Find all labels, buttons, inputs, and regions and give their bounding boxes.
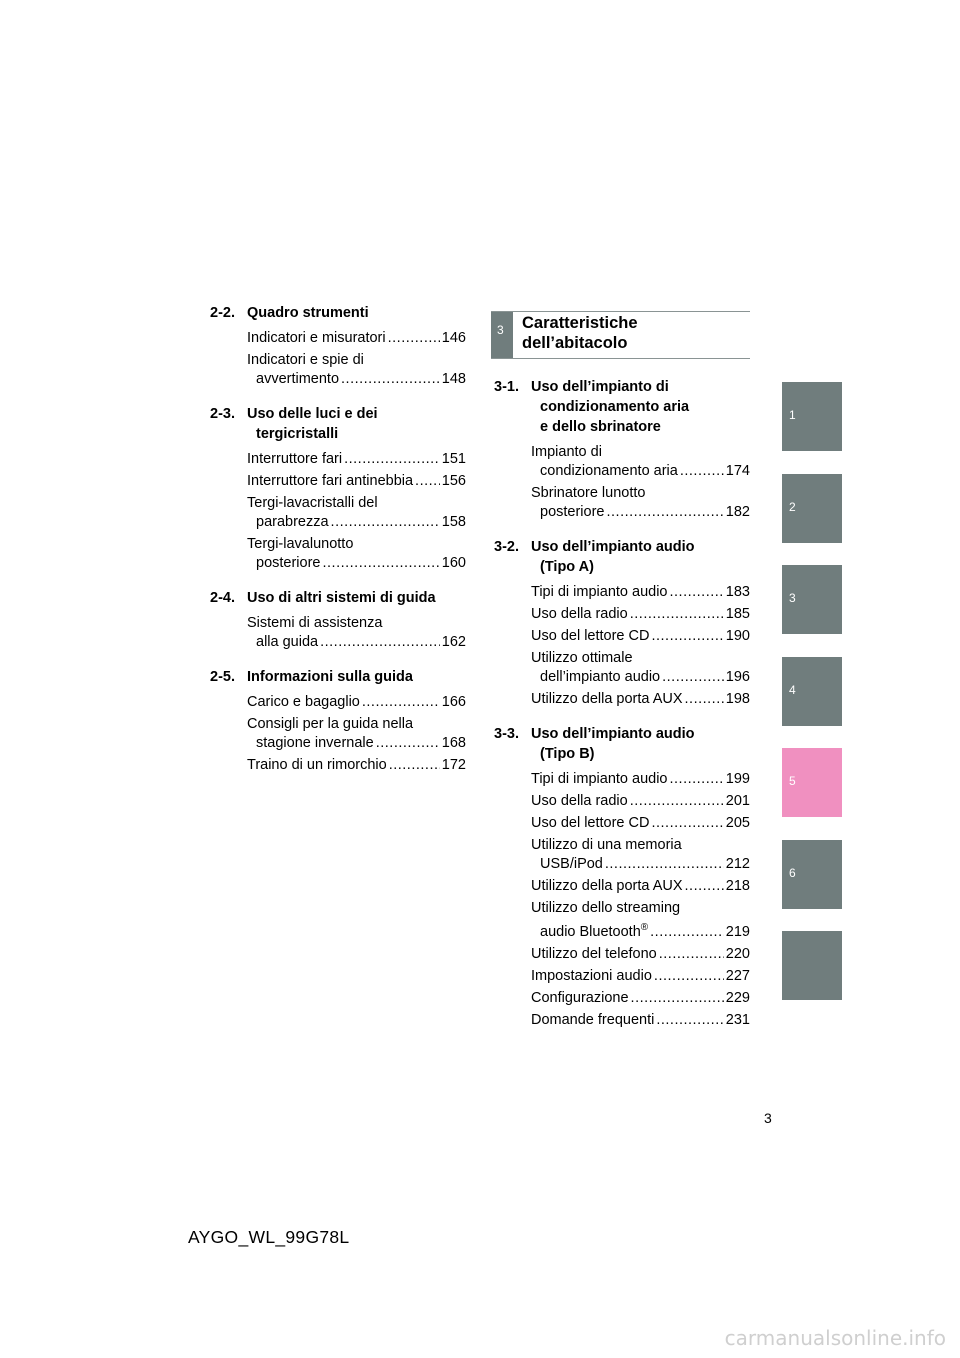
entry-page-number: 219 (725, 923, 750, 940)
section-title-line: Uso dell’impianto audio (531, 726, 695, 742)
entry-page-number: 148 (441, 371, 466, 387)
entry-last-line (247, 693, 466, 712)
entry-last-line (531, 627, 750, 646)
entry-text: Domande frequenti (531, 1011, 655, 1028)
section-heading[interactable] (210, 588, 466, 608)
entry-last-line (247, 329, 466, 348)
registered-mark: ® (640, 922, 649, 933)
entry-last-line (531, 668, 750, 687)
chapter-tab-label: 1 (789, 408, 796, 422)
dot-leader (630, 792, 724, 811)
entry-page-number: 190 (725, 628, 750, 644)
section-title-line: (Tipo B) (540, 746, 595, 762)
toc-entry[interactable] (531, 605, 750, 624)
dot-leader (685, 877, 724, 896)
entry-text-line: Indicatori e spie di (247, 352, 364, 368)
dot-leader (650, 923, 724, 942)
section-title (531, 724, 750, 764)
entry-last-line (247, 633, 466, 652)
section-number: 3-3. (494, 726, 519, 742)
toc-entry[interactable] (531, 967, 750, 986)
dot-leader (415, 472, 440, 491)
section-title (247, 404, 466, 444)
section-entries (247, 329, 466, 389)
entry-page-number: 220 (725, 945, 750, 962)
toc-entry[interactable] (247, 715, 466, 753)
dot-leader (659, 945, 724, 964)
entry-text-line: Utilizzo dello streaming (531, 900, 681, 916)
dot-leader (389, 756, 440, 775)
entry-page-number: 168 (441, 735, 466, 751)
entry-page-number: 196 (725, 669, 750, 685)
toc-entry[interactable] (531, 792, 750, 811)
dot-leader (630, 605, 724, 624)
entry-text: alla guida (256, 634, 319, 650)
section-heading[interactable] (210, 404, 466, 444)
document-code: AYGO_WL_99G78L (188, 1227, 350, 1247)
entry-last-line (531, 1011, 750, 1030)
toc-entry[interactable] (247, 756, 466, 775)
dot-leader (651, 814, 723, 833)
entry-last-line (247, 370, 466, 389)
toc-right-column (494, 377, 750, 1045)
entry-page-number: 198 (725, 691, 750, 707)
dot-leader (680, 462, 724, 481)
chapter-title-line: Caratteristiche (522, 314, 638, 332)
entry-text: Configurazione (531, 989, 629, 1006)
toc-entry[interactable] (531, 836, 750, 874)
toc-entry[interactable] (531, 484, 750, 522)
entry-last-line (247, 513, 466, 532)
entry-text: posteriore (256, 555, 321, 571)
section-title-line: Quadro strumenti (247, 305, 369, 321)
entry-last-line (531, 770, 750, 789)
chapter-tab-6[interactable] (782, 840, 842, 909)
chapter-title (522, 313, 638, 353)
entry-last-line (531, 792, 750, 811)
entry-last-line (247, 554, 466, 573)
entry-text: posteriore (540, 504, 605, 520)
toc-section (210, 303, 466, 389)
section-heading[interactable] (210, 667, 466, 687)
dot-leader (669, 583, 723, 602)
entry-page-number: 199 (725, 771, 750, 787)
entry-last-line (531, 967, 750, 986)
entry-text: stagione invernale (256, 735, 374, 751)
chapter-tab-label: 2 (789, 499, 796, 514)
section-title (247, 588, 466, 608)
chapter-number: 3 (497, 323, 504, 337)
entry-page-number: 231 (725, 1011, 750, 1028)
section-title (247, 667, 466, 687)
toc-entry[interactable] (531, 690, 750, 709)
toc-entry[interactable] (247, 614, 466, 652)
entry-text-line: Utilizzo di una memoria (531, 837, 682, 853)
section-title-line: (Tipo A) (540, 559, 594, 575)
entry-text: dell’impianto audio (540, 669, 661, 685)
entry-text: USB/iPod (540, 856, 603, 872)
entry-page-number: 162 (441, 634, 466, 650)
watermark: carmanualsonline.info (724, 1326, 946, 1350)
section-title-line: Uso dell’impianto di (531, 379, 669, 395)
toc-section (210, 588, 466, 652)
entry-text-line: Tergi-lavalunotto (247, 536, 354, 552)
dot-leader (362, 693, 440, 712)
toc-section (494, 537, 750, 709)
dot-leader (651, 627, 723, 646)
dot-leader (376, 734, 440, 753)
entry-text: Uso della radio (531, 793, 628, 809)
dot-leader (685, 690, 724, 709)
section-number: 2-4. (210, 590, 235, 606)
section-number: 3-2. (494, 539, 519, 555)
chapter-number-tab (491, 312, 513, 358)
entry-last-line (531, 945, 750, 964)
entry-text: Uso del lettore CD (531, 628, 650, 644)
chapter-title-line: dell’abitacolo (522, 334, 628, 352)
dot-leader (341, 370, 440, 389)
section-heading[interactable] (210, 303, 466, 323)
entry-page-number: 160 (441, 555, 466, 571)
dot-leader (344, 450, 440, 469)
section-title (531, 537, 750, 577)
entry-page-number: 185 (725, 606, 750, 622)
entry-text: Tipi di impianto audio (531, 771, 668, 787)
entry-last-line (531, 877, 750, 896)
entry-text-line: Utilizzo ottimale (531, 650, 633, 666)
section-number: 2-5. (210, 669, 235, 685)
entry-text-wrap (540, 918, 648, 942)
toc-entry[interactable] (531, 583, 750, 602)
entry-last-line (247, 734, 466, 753)
entry-page-number: 174 (725, 463, 750, 479)
section-title-line: tergicristalli (256, 426, 339, 442)
toc-entry[interactable] (531, 945, 750, 964)
toc-entry[interactable] (531, 877, 750, 896)
section-number: 2-2. (210, 305, 235, 321)
entry-page-number: 227 (725, 967, 750, 984)
entry-page-number: 205 (725, 815, 750, 831)
toc-entry[interactable] (247, 693, 466, 712)
entry-text-line: Sistemi di assistenza (247, 615, 383, 631)
entry-text: audio Bluetooth (540, 923, 641, 940)
entry-last-line (531, 814, 750, 833)
toc-entry[interactable] (531, 443, 750, 481)
entry-text: Carico e bagaglio (247, 694, 360, 710)
entry-text: Interruttore fari (247, 451, 343, 467)
entry-page-number: 151 (441, 451, 466, 467)
section-title-line: Uso delle luci e dei (247, 406, 378, 422)
section-title (531, 377, 750, 437)
section-entries (531, 443, 750, 522)
entry-last-line (531, 605, 750, 624)
entry-text-line: Sbrinatore lunotto (531, 485, 646, 501)
entry-text: parabrezza (256, 514, 329, 530)
entry-text: Interruttore fari antinebbia (247, 473, 414, 489)
section-number: 3-1. (494, 379, 519, 395)
section-entries (247, 450, 466, 573)
entry-text: avvertimento (256, 371, 340, 387)
chapter-tab-5[interactable] (782, 748, 842, 817)
section-heading[interactable] (494, 537, 750, 577)
section-entries (531, 770, 750, 1030)
dot-leader (606, 503, 723, 522)
section-title (247, 303, 466, 323)
chapter-tab-label: 4 (789, 682, 796, 697)
section-heading[interactable] (494, 724, 750, 764)
section-title-line: e dello sbrinatore (540, 419, 661, 435)
dot-leader (331, 513, 440, 532)
toc-entry[interactable] (531, 989, 750, 1008)
entry-page-number: 146 (441, 330, 466, 346)
entry-page-number: 212 (725, 856, 750, 872)
dot-leader (320, 633, 440, 652)
entry-page-number: 183 (725, 584, 750, 600)
toc-section (210, 404, 466, 573)
toc-entry[interactable] (531, 770, 750, 789)
toc-entry[interactable] (247, 494, 466, 532)
chapter-tab-label: 3 (789, 591, 796, 605)
chapter-tab-index[interactable] (782, 931, 842, 1000)
entry-text-line: Impianto di (531, 444, 602, 460)
toc-entry[interactable] (531, 899, 750, 942)
toc-entry[interactable] (247, 329, 466, 348)
dot-leader (322, 554, 439, 573)
toc-entry[interactable] (531, 627, 750, 646)
entry-page-number: 156 (441, 473, 466, 489)
section-number: 2-3. (210, 406, 235, 422)
entry-text: Traino di un rimorchio (247, 757, 387, 773)
entry-last-line (531, 462, 750, 481)
entry-text: Tipi di impianto audio (531, 584, 668, 600)
chapter-tab-2[interactable] (782, 474, 842, 543)
toc-entry[interactable] (247, 450, 466, 469)
entry-text: Utilizzo della porta AUX (531, 691, 683, 707)
entry-page-number: 166 (441, 694, 466, 710)
section-entries (247, 693, 466, 775)
entry-text: Utilizzo della porta AUX (531, 878, 683, 894)
entry-last-line (247, 756, 466, 775)
page-number: 3 (764, 1110, 772, 1126)
entry-last-line (247, 450, 466, 469)
entry-text: condizionamento aria (540, 463, 678, 479)
toc-section (210, 667, 466, 775)
entry-page-number: 229 (725, 989, 750, 1006)
chapter-tab-label: 6 (789, 865, 796, 880)
section-title-line: Uso di altri sistemi di guida (247, 590, 436, 606)
entry-text: Uso del lettore CD (531, 815, 650, 831)
section-heading[interactable] (494, 377, 750, 437)
toc-section (494, 724, 750, 1030)
toc-entry[interactable] (531, 814, 750, 833)
entry-page-number: 218 (725, 878, 750, 894)
toc-entry[interactable] (531, 1011, 750, 1030)
entry-page-number: 158 (441, 514, 466, 530)
chapter-tab-4[interactable] (782, 657, 842, 726)
entry-last-line (531, 855, 750, 874)
entry-text: Impostazioni audio (531, 967, 652, 984)
chapter-tab-label: 5 (789, 774, 796, 788)
section-entries (247, 614, 466, 652)
dot-leader (656, 1011, 723, 1030)
entry-text: Utilizzo del telefono (531, 945, 657, 962)
dot-leader (388, 329, 440, 348)
toc-entry[interactable] (247, 351, 466, 389)
entry-page-number: 182 (725, 504, 750, 520)
entry-page-number: 172 (441, 757, 466, 773)
dot-leader (605, 855, 724, 874)
entry-last-line (531, 918, 750, 942)
dot-leader (669, 770, 723, 789)
toc-entry[interactable] (247, 472, 466, 491)
dot-leader (662, 668, 724, 687)
dot-leader (631, 989, 724, 1008)
toc-section (494, 377, 750, 522)
entry-last-line (531, 989, 750, 1008)
chapter-tab-1[interactable] (782, 382, 842, 451)
section-title-line: Informazioni sulla guida (247, 669, 413, 685)
toc-left-column (210, 303, 466, 790)
chapter-tab-3[interactable] (782, 565, 842, 634)
section-entries (531, 583, 750, 709)
section-title-line: Uso dell’impianto audio (531, 539, 695, 555)
toc-entry[interactable] (531, 649, 750, 687)
toc-entry[interactable] (247, 535, 466, 573)
entry-text-line: Consigli per la guida nella (247, 716, 414, 732)
entry-page-number: 201 (725, 793, 750, 809)
entry-text-line: Tergi-lavacristalli del (247, 495, 378, 511)
section-title-line: condizionamento aria (540, 399, 690, 415)
entry-text: Uso della radio (531, 606, 628, 622)
entry-last-line (531, 583, 750, 602)
chapter-header (491, 311, 750, 359)
entry-last-line (531, 503, 750, 522)
entry-last-line (247, 472, 466, 491)
dot-leader (654, 967, 724, 986)
entry-text: Indicatori e misuratori (247, 330, 386, 346)
entry-last-line (531, 690, 750, 709)
